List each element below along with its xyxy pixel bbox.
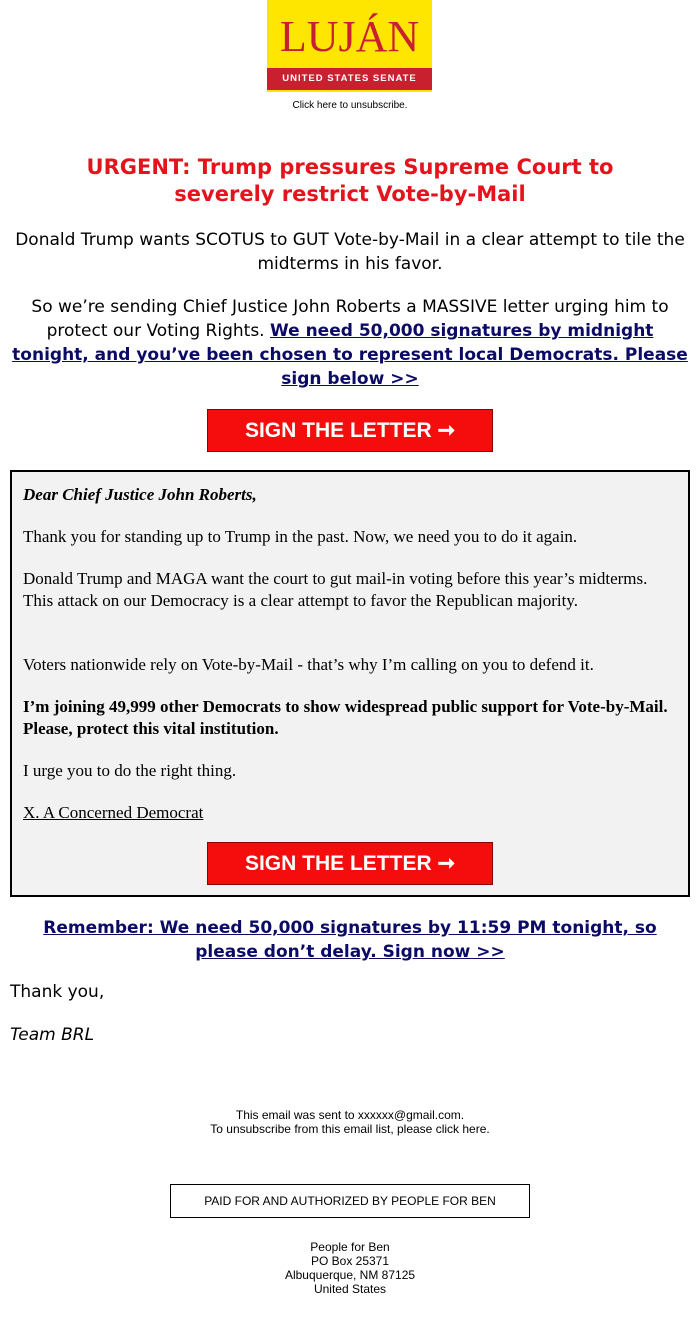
lujan-logo[interactable] [267, 0, 432, 92]
petition-letter [10, 470, 690, 897]
logo-name: LUJÁN [279, 12, 420, 61]
footer-unsubscribe-link[interactable]: To unsubscribe from this email list, please click here. [210, 1122, 490, 1136]
closing-thanks: Thank you, [10, 982, 105, 1002]
letter-paragraph: Voters nationwide rely on Vote-by-Mail - that’s why I’m calling on you to defend it. [23, 655, 594, 674]
address-line: Albuquerque, NM 87125 [284, 1268, 416, 1282]
mailing-address [0, 1240, 700, 1296]
letter-paragraph: Thank you for standing up to Trump in the past. Now, we need you to do it again. [23, 527, 578, 546]
appeal-text: So we’re sending Chief Justice John Roberts a MASSIVE letter urging him to protect our Voting Rights. [31, 297, 669, 341]
logo-subtitle: UNITED STATES SENATE [267, 68, 432, 90]
unsubscribe-top-link[interactable]: Click here to unsubscribe. [292, 100, 408, 111]
sign-letter-button[interactable]: SIGN THE LETTER ➞ [207, 409, 493, 452]
letter-paragraph: Donald Trump and MAGA want the court to gut mail-in voting before this year’s midterms. This attack on our Democracy is a clear attempt to favor the Republican majority. [23, 569, 648, 610]
sent-to-text: This email was sent to xxxxxx@gmail.com. [235, 1108, 465, 1122]
intro-paragraph: Donald Trump wants SCOTUS to GUT Vote-by-Mail in a clear attempt to tile the midterms in his favor. [15, 230, 685, 274]
appeal-paragraph [12, 295, 688, 391]
address-line: United States [313, 1282, 387, 1296]
closing-team: Team BRL [10, 1025, 95, 1045]
footer-notice [0, 1108, 700, 1136]
address-line: PO Box 25371 [310, 1254, 390, 1268]
sign-now-link[interactable]: Remember: We need 50,000 signatures by 11:59 PM tonight, so please don’t delay. Sign now >> [43, 918, 657, 962]
sign-letter-button-bottom[interactable]: SIGN THE LETTER ➞ [207, 842, 493, 885]
paid-for-disclaimer: PAID FOR AND AUTHORIZED BY PEOPLE FOR BEN [170, 1184, 530, 1218]
sign-below-link[interactable]: We need 50,000 signatures by midnight tonight, and you’ve been chosen to represent local Democrats. Please sign below >> [12, 321, 688, 389]
letter-paragraph: I urge you to do the right thing. [23, 761, 237, 780]
letter-signature: X. A Concerned Democrat [23, 803, 204, 822]
letter-paragraph-bold: I’m joining 49,999 other Democrats to show widespread public support for Vote-by-Mail. Please, protect this vital institution. [23, 697, 668, 738]
headline: URGENT: Trump pressures Supreme Court to severely restrict Vote-by-Mail [86, 155, 614, 206]
letter-greeting: Dear Chief Justice John Roberts, [23, 485, 257, 504]
address-line: People for Ben [310, 1240, 390, 1254]
remember-paragraph [20, 916, 680, 964]
